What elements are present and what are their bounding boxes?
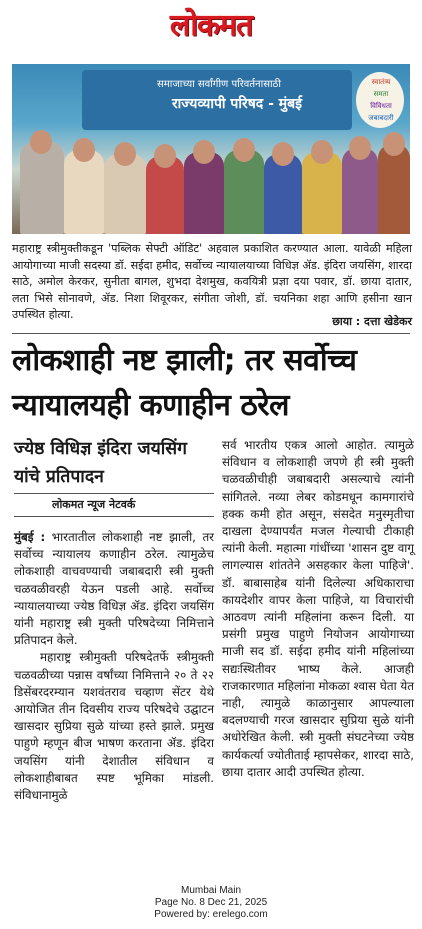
person-figure (302, 152, 342, 234)
divider (12, 333, 410, 334)
person-head (73, 138, 95, 162)
person-figure (184, 152, 224, 234)
person-head (311, 140, 333, 164)
person-head (193, 140, 215, 164)
page-footer (0, 885, 422, 921)
news-photo[interactable] (12, 64, 410, 234)
person-head (233, 138, 255, 162)
photo-credit: छाया : दत्ता खेडेकर (332, 315, 412, 328)
photo-caption: महाराष्ट्र स्त्रीमुक्तीकडून 'पब्लिक सेफ्टी ऑडिट' अहवाल प्रकाशित करण्यात आला. यावेळी महिला आयोगाच्या माजी सदस्या डॉ. सईदा हमीद, सर्वोच्च न्यायालयाच्या विधिज्ञ ॲड. इंदिरा जयसिंग, शारदा साठे, अमोल केरकर, सुनीता बागल, शुभदा देशमुख, कवयित्री प्रज्ञा दया पवार, डॉ. छाया दातार, लता भिसे सोनावणे, ॲड. निशा शिवूरकर, संगीता जोशी, डॉ. चयनिका शहा आणि हसीना खान उपस्थित होत्या. (12, 242, 412, 322)
article-subhead: ज्येष्ठ विधिज्ञ इंदिरा जयसिंग यांचे प्रतिपादन (14, 439, 187, 487)
person-figure (224, 150, 264, 234)
article-column-1 (14, 529, 214, 804)
person-figure (378, 144, 410, 234)
banner-title: राज्यव्यापी परिषद - मुंबई (171, 96, 303, 112)
person-head (272, 142, 294, 166)
person-figure (342, 148, 378, 234)
paragraph: महाराष्ट्र स्त्रीमुक्ती परिषदेतर्फे स्त्रीमुक्ती चळवळीच्या पन्नास वर्षांच्या निमित्ताने २० ते २२ डिसेंबरदरम्यान यशवंतराव चव्हाण सेंटर येथे आयोजित तीन दिवसीय राज्य परिषदेचे उद्घाटन खासदार सुप्रिया सुळे यांच्या हस्ते झाले. प्रमुख पाहुणे म्हणून बीज भाषण करताना ॲड. इंदिरा जयसिंग यांनी देशातील संविधान व लोकशाहीबाबत स्पष्ट भूमिका मांडली. संविधानामुळे (14, 650, 214, 803)
divider (14, 493, 214, 494)
divider (14, 516, 214, 517)
banner-tagline: समाजाच्या सर्वांगीण परिवर्तनासाठी (157, 79, 281, 90)
badge-word: समता (373, 90, 389, 98)
person-head (114, 142, 136, 166)
person-figure (20, 142, 64, 234)
person-head (349, 136, 371, 160)
article-headline[interactable]: लोकशाही नष्ट झाली; तर सर्वोच्च न्यायालयही कणाहीन ठरेल (12, 343, 357, 423)
masthead (0, 0, 422, 58)
article-column-2 (222, 437, 414, 781)
edition-name: Mumbai Main (180, 885, 242, 896)
badge-word: स्वातंत्र्य (371, 78, 391, 86)
powered-by[interactable]: Powered by: erelego.com (154, 909, 268, 920)
dateline: मुंबई : (14, 530, 46, 544)
person-figure (104, 154, 146, 234)
person-head (154, 144, 176, 168)
page-and-date: Page No. 8 Dec 21, 2025 (154, 897, 268, 908)
paragraph: सर्व भारतीय एकत्र आलो आहोत. त्यामुळे संविधान व लोकशाही जपणे ही स्त्री मुक्ती चळवळीचीही जबाबदारी असल्याचे त्यांनी सांगितले. नव्या लेबर कोडमधून कामगारांचे हक्क कमी होत असून, संसदेत मनुस्मृतीचा दाखला देण्यापर्यंत मजल गेल्याची टीकाही त्यांनी केली. महात्मा गांधींच्या 'शासन दुष्ट वागू लागल्यास शांततेने असहकार केला पाहिजे'. डॉ. बाबासाहेब यांनी दिलेल्या अधिकाराचा कायदेशीर वापर केला पाहिजे, या विचारांची आठवण त्यांनी महिलांना करून दिली. या प्रसंगी प्रमुख पाहुणे नियोजन आयोगाच्या माजी सद डॉ. सईदा हमीद यांनी महिलांच्या सद्यःस्थितीवर भाष्य केले. आजही राजकारणात महिलांना मोकळा श्वास घेता येत नाही, त्यामुळे काळानुसार आपल्याला बदलण्याची गरज खासदार सुप्रिया सुळे यांनी अधोरेखित केली. स्त्री मुक्ती संघटनेच्या ज्येष्ठ कार्यकर्त्या ज्योतीताई म्हापसेकर, शारदा साठे, छाया दातार आदी उपस्थित होत्या. (222, 438, 414, 779)
badge-word: विविधता (370, 102, 392, 110)
person-head (383, 132, 405, 156)
person-figure (64, 150, 104, 234)
person-head (30, 130, 52, 154)
paragraph: भारतातील लोकशाही नष्ट झाली, तर सर्वोच्च न्यायालय कणाहीन ठरेल. त्यामुळेच लोकशाही वाचवण्याची जबाबदारी स्त्री मुक्ती चळवळीवरही येऊन पडली आहे. सर्वोच्च न्यायालयाच्या ज्येष्ठ विधिज्ञ ॲड. इंदिरा जयसिंग यांनी महाराष्ट्र स्त्री मुक्ती परिषदेच्या निमित्ताने प्रतिपादन केले. (14, 530, 214, 648)
badge-word: जबाबदारी (368, 114, 394, 122)
lokmat-logo[interactable]: लोकमत (169, 8, 253, 43)
person-figure (264, 154, 302, 234)
news-agency: लोकमत न्यूज नेटवर्क (52, 498, 136, 511)
